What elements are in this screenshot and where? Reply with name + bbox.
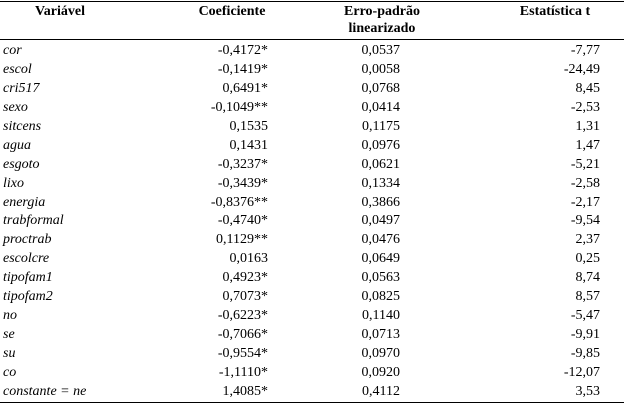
cell-estatistica-t: 8,45	[575, 80, 600, 96]
cell-erro-padrao: 0,0621	[361, 156, 400, 172]
header-erro-padrao	[327, 3, 437, 37]
cell-erro-padrao: 0,0768	[361, 80, 400, 96]
table-row	[0, 193, 628, 212]
header-estatistica-t: Estatística t	[519, 4, 591, 19]
cell-estatistica-t: -9,91	[570, 327, 600, 343]
table-row	[0, 79, 628, 98]
table-body	[0, 41, 628, 401]
cell-variavel: tipofam2	[3, 289, 53, 305]
table-row	[0, 268, 628, 287]
table-row	[0, 136, 628, 155]
cell-estatistica-t: -2,17	[570, 194, 600, 210]
cell-coeficiente: -0,4172*	[217, 43, 268, 58]
cell-variavel: tipofam1	[3, 270, 53, 286]
cell-variavel: esgoto	[3, 156, 40, 172]
table-top-rule	[0, 1, 624, 2]
cell-coeficiente: -0,3237*	[217, 156, 268, 172]
cell-estatistica-t: -9,85	[570, 346, 600, 361]
cell-variavel: no	[3, 308, 17, 324]
cell-coeficiente: 0,0163	[229, 251, 268, 267]
cell-coeficiente: 0,1431	[229, 137, 268, 153]
cell-coeficiente: 0,6491*	[222, 80, 268, 96]
cell-variavel: cri517	[3, 80, 40, 96]
cell-variavel: escol	[3, 61, 32, 77]
cell-variavel: escolcre	[3, 251, 50, 267]
cell-coeficiente: -0,8376**	[210, 194, 268, 210]
table-row	[0, 211, 628, 230]
cell-estatistica-t: -5,21	[570, 156, 600, 172]
cell-estatistica-t: -7,77	[570, 43, 600, 58]
cell-estatistica-t: -5,47	[570, 308, 600, 324]
cell-erro-padrao: 0,0825	[361, 289, 400, 305]
cell-estatistica-t: 8,57	[575, 289, 600, 305]
table-row	[0, 60, 628, 79]
cell-estatistica-t: 0,25	[575, 251, 600, 267]
cell-estatistica-t: -2,58	[570, 175, 600, 191]
cell-variavel: cor	[3, 43, 22, 58]
table-row	[0, 287, 628, 306]
cell-erro-padrao: 0,0649	[361, 251, 400, 267]
cell-coeficiente: -1,1110*	[218, 364, 268, 380]
table-row	[0, 98, 628, 117]
cell-coeficiente: 1,4085*	[222, 383, 268, 399]
cell-erro-padrao: 0,4112	[362, 383, 400, 399]
cell-variavel: trabformal	[3, 213, 64, 229]
cell-estatistica-t: -2,53	[570, 99, 600, 115]
cell-estatistica-t: 8,74	[575, 270, 600, 286]
table-row	[0, 325, 628, 344]
cell-variavel: sitcens	[3, 118, 42, 134]
cell-estatistica-t: -12,07	[563, 364, 600, 380]
cell-coeficiente: -0,6223*	[217, 308, 268, 324]
cell-erro-padrao: 0,0713	[361, 327, 400, 343]
header-erro-line1: Erro-padrão	[344, 4, 420, 19]
header-coeficiente: Coeficiente	[198, 4, 266, 19]
cell-coeficiente: -0,7066*	[217, 327, 268, 343]
cell-erro-padrao: 0,0920	[361, 364, 400, 380]
cell-coeficiente: 0,4923*	[222, 270, 268, 286]
cell-coeficiente: -0,9554*	[217, 346, 268, 361]
cell-estatistica-t: 1,31	[575, 118, 600, 134]
table-row	[0, 249, 628, 268]
cell-erro-padrao: 0,0563	[361, 270, 400, 286]
cell-variavel: co	[3, 364, 17, 380]
cell-variavel: constante = ne	[3, 383, 87, 399]
table-row	[0, 174, 628, 193]
cell-erro-padrao: 0,0476	[361, 232, 400, 248]
table-row	[0, 306, 628, 325]
cell-erro-padrao: 0,0537	[361, 43, 400, 58]
cell-variavel: su	[3, 346, 16, 361]
cell-erro-padrao: 0,0414	[361, 99, 400, 115]
cell-variavel: se	[3, 327, 15, 343]
table-row	[0, 363, 628, 382]
cell-coeficiente: 0,7073*	[222, 289, 268, 305]
cell-estatistica-t: 1,47	[575, 137, 600, 153]
table-header-rule	[0, 39, 624, 40]
table-row	[0, 155, 628, 174]
cell-erro-padrao: 0,1175	[362, 118, 400, 134]
cell-erro-padrao: 0,1140	[362, 308, 400, 324]
table-row	[0, 344, 628, 363]
cell-coeficiente: 0,1129**	[216, 232, 268, 248]
cell-erro-padrao: 0,0058	[361, 61, 400, 77]
cell-coeficiente: 0,1535	[229, 118, 268, 134]
table-row	[0, 382, 628, 401]
cell-coeficiente: -0,1419*	[217, 61, 268, 77]
cell-coeficiente: -0,1049**	[210, 99, 268, 115]
table-row	[0, 41, 628, 60]
cell-erro-padrao: 0,1334	[361, 175, 400, 191]
cell-variavel: energia	[3, 194, 46, 210]
cell-estatistica-t: -9,54	[570, 213, 600, 229]
cell-variavel: proctrab	[3, 232, 52, 248]
table-row	[0, 117, 628, 136]
cell-erro-padrao: 0,3866	[361, 194, 400, 210]
cell-erro-padrao: 0,0976	[361, 137, 400, 153]
cell-coeficiente: -0,3439*	[217, 175, 268, 191]
table-row	[0, 230, 628, 249]
table-bottom-rule	[0, 402, 624, 403]
header-variavel: Variável	[34, 4, 86, 19]
cell-variavel: agua	[3, 137, 31, 153]
cell-estatistica-t: -24,49	[563, 61, 600, 77]
cell-coeficiente: -0,4740*	[217, 213, 268, 229]
cell-erro-padrao: 0,0970	[361, 346, 400, 361]
cell-estatistica-t: 2,37	[575, 232, 600, 248]
header-erro-line2: linearizado	[348, 21, 416, 36]
cell-estatistica-t: 3,53	[575, 383, 600, 399]
cell-variavel: sexo	[3, 99, 28, 115]
cell-variavel: lixo	[3, 175, 24, 191]
cell-erro-padrao: 0,0497	[361, 213, 400, 229]
